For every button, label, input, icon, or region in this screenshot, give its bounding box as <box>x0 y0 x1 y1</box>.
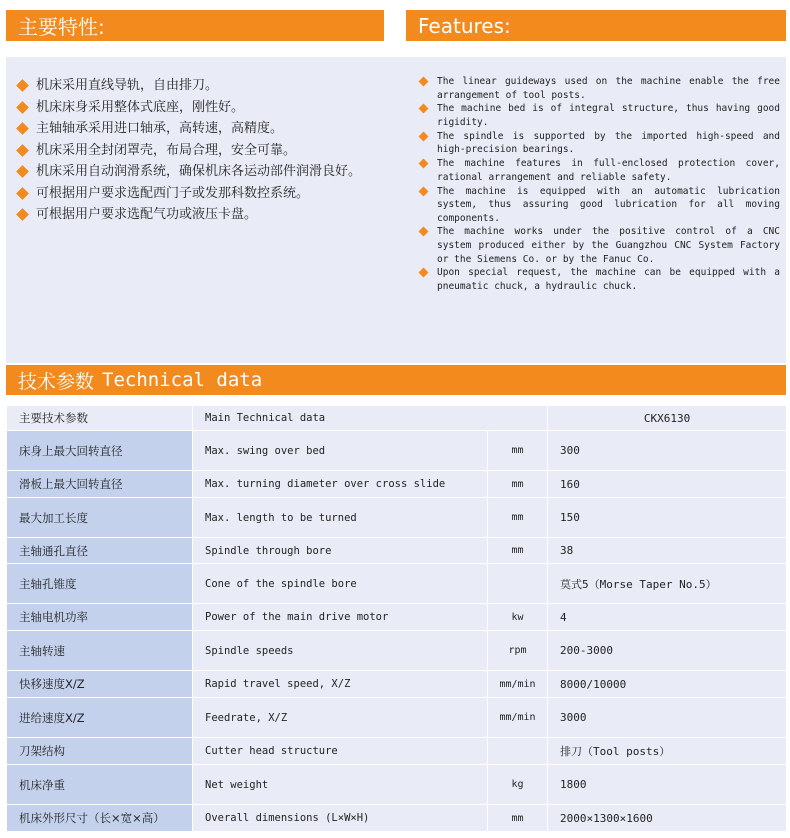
feature-text-en: The spindle is supported by the imported high-speed and high-precision bearings. <box>437 130 780 156</box>
spec-unit-cell: mm <box>488 805 548 832</box>
features-list-cn <box>18 75 398 226</box>
spec-unit-cell: mm <box>488 498 548 538</box>
feature-text-en: The machine is equipped with an automatic lubrication system, thus assuring good lubrication for all moving components. <box>437 185 780 224</box>
feature-text-cn: 可根据用户要求选配气功或液压卡盘。 <box>36 207 258 222</box>
feature-text-cn: 可根据用户要求选配西门子或发那科数控系统。 <box>36 185 310 201</box>
spec-unit-cell: mm/min <box>488 671 548 698</box>
spec-value-cell: 200-3000 <box>548 631 787 671</box>
spec-cn-cell: 床身上最大回转直径 <box>7 431 193 471</box>
diamond-bullet-icon <box>419 104 429 114</box>
spec-row <box>7 631 787 671</box>
spec-unit-cell <box>488 564 548 604</box>
spec-value-cell: 3000 <box>548 698 787 738</box>
spec-cn-cell: 主轴孔锥度 <box>7 564 193 604</box>
feature-item-en <box>418 130 780 157</box>
feature-item-en <box>418 185 780 226</box>
diamond-bullet-icon <box>419 268 429 278</box>
spec-en-cell: Cone of the spindle bore <box>193 564 488 604</box>
spec-value-cell: 150 <box>548 498 787 538</box>
spec-unit-cell: kg <box>488 765 548 805</box>
spec-en-cell: Max. turning diameter over cross slide <box>193 471 488 498</box>
feature-text-en: The machine works under the positive control of a CNC system produced either by the Guangzhou CNC System Factory or the Siemens Co. or by the Fanuc Co. <box>437 226 780 265</box>
spec-value-cell: 2000×1300×1600 <box>548 805 787 832</box>
spec-row <box>7 538 787 564</box>
spec-unit-cell: mm <box>488 471 548 498</box>
diamond-bullet-icon <box>16 122 29 135</box>
spec-value-cell: 38 <box>548 538 787 564</box>
spec-table <box>6 405 787 832</box>
spec-en-cell: Max. length to be turned <box>193 498 488 538</box>
spec-value-cell: 排刀（Tool posts） <box>548 738 787 765</box>
diamond-bullet-icon <box>419 227 429 237</box>
spec-cn-cell: 主轴转速 <box>7 631 193 671</box>
spec-unit-cell: rpm <box>488 631 548 671</box>
feature-text-cn: 机床采用全封闭罩壳，布局合理，安全可靠。 <box>36 142 297 158</box>
spec-table-header-row <box>7 406 787 431</box>
diamond-bullet-icon <box>16 101 29 114</box>
spec-row <box>7 738 787 765</box>
spec-cn-cell: 快移速度X/Z <box>7 671 193 698</box>
spec-cn-cell: 机床净重 <box>7 765 193 805</box>
diamond-bullet-icon <box>419 131 429 141</box>
spec-cn-cell: 刀架结构 <box>7 738 193 765</box>
feature-text-en: Upon special request, the machine can be equipped with a pneumatic chuck, a hydraulic chuck. <box>437 267 780 293</box>
spec-value-cell: 160 <box>548 471 787 498</box>
spec-row <box>7 564 787 604</box>
header-model-cell: CKX6130 <box>548 406 787 431</box>
feature-item-en <box>418 75 780 102</box>
spec-en-cell: Power of the main drive motor <box>193 604 488 631</box>
technical-data-header <box>6 365 786 395</box>
feature-item-cn <box>18 183 398 205</box>
diamond-bullet-icon <box>419 186 429 196</box>
spec-row <box>7 671 787 698</box>
feature-item-cn <box>18 75 398 97</box>
spec-row <box>7 765 787 805</box>
feature-item-cn <box>18 97 398 119</box>
diamond-bullet-icon <box>16 144 29 157</box>
spec-value-cell: 莫式5（Morse Taper No.5） <box>548 564 787 604</box>
feature-item-en <box>418 225 780 266</box>
spec-en-cell: Max. swing over bed <box>193 431 488 471</box>
feature-item-en <box>418 157 780 184</box>
features-header-cn-text: 主要特性: <box>18 15 105 39</box>
features-panel <box>6 57 786 363</box>
spec-value-cell: 1800 <box>548 765 787 805</box>
spec-value-cell: 4 <box>548 604 787 631</box>
technical-data-header-en: Technical data <box>102 369 263 391</box>
spec-unit-cell: kw <box>488 604 548 631</box>
feature-text-cn: 机床床身采用整体式底座，刚性好。 <box>36 99 245 115</box>
feature-item-cn <box>18 161 398 183</box>
spec-unit-cell: mm/min <box>488 698 548 738</box>
spec-row <box>7 498 787 538</box>
spec-value-cell: 8000/10000 <box>548 671 787 698</box>
spec-unit-cell <box>488 738 548 765</box>
spec-value-cell: 300 <box>548 431 787 471</box>
feature-text-cn: 机床采用直线导轨，自由排刀。 <box>36 78 219 93</box>
spec-cn-cell: 主轴通孔直径 <box>7 538 193 564</box>
technical-data-header-cn: 技术参数 <box>18 370 95 393</box>
spec-en-cell: Feedrate, X/Z <box>193 698 488 738</box>
feature-text-en: The machine features in full-enclosed protection cover, rational arrangement and reliable safety. <box>437 158 780 183</box>
spec-en-cell: Spindle through bore <box>193 538 488 564</box>
features-header-en <box>406 10 786 41</box>
spec-row <box>7 604 787 631</box>
spec-en-cell: Net weight <box>193 765 488 805</box>
diamond-bullet-icon <box>419 77 429 87</box>
feature-text-en: The machine bed is of integral structure, thus having good rigidity. <box>437 103 780 128</box>
spec-cn-cell: 主轴电机功率 <box>7 604 193 631</box>
feature-item-cn <box>18 140 398 162</box>
spec-unit-cell: mm <box>488 538 548 564</box>
spec-en-cell: Cutter head structure <box>193 738 488 765</box>
diamond-bullet-icon <box>16 79 29 92</box>
feature-text-en: The linear guideways used on the machine enable the free arrangement of tool posts. <box>437 76 780 101</box>
feature-text-cn: 机床采用自动润滑系统，确保机床各运动部件润滑良好。 <box>36 164 362 179</box>
diamond-bullet-icon <box>16 165 29 178</box>
diamond-bullet-icon <box>16 208 29 221</box>
header-en-cell: Main Technical data <box>193 406 548 431</box>
features-list-en <box>418 75 780 294</box>
spec-unit-cell: mm <box>488 431 548 471</box>
feature-item-en <box>418 102 780 129</box>
spec-cn-cell: 滑板上最大回转直径 <box>7 471 193 498</box>
header-cn-cell: 主要技术参数 <box>7 406 193 431</box>
spec-row <box>7 698 787 738</box>
spec-en-cell: Rapid travel speed, X/Z <box>193 671 488 698</box>
spec-cn-cell: 进给速度X/Z <box>7 698 193 738</box>
spec-en-cell: Overall dimensions (L×W×H) <box>193 805 488 832</box>
feature-item-cn <box>18 118 398 140</box>
diamond-bullet-icon <box>16 187 29 200</box>
features-header-cn <box>6 10 384 41</box>
feature-item-cn <box>18 204 398 226</box>
feature-item-en <box>418 266 780 293</box>
spec-row <box>7 805 787 832</box>
diamond-bullet-icon <box>419 159 429 169</box>
spec-en-cell: Spindle speeds <box>193 631 488 671</box>
spec-cn-cell: 最大加工长度 <box>7 498 193 538</box>
spec-row <box>7 431 787 471</box>
spec-cn-cell: 机床外形尺寸（长×宽×高） <box>7 805 193 832</box>
features-header-en-text: Features: <box>418 13 511 38</box>
feature-text-cn: 主轴轴承采用进口轴承，高转速，高精度。 <box>36 121 284 136</box>
spec-row <box>7 471 787 498</box>
